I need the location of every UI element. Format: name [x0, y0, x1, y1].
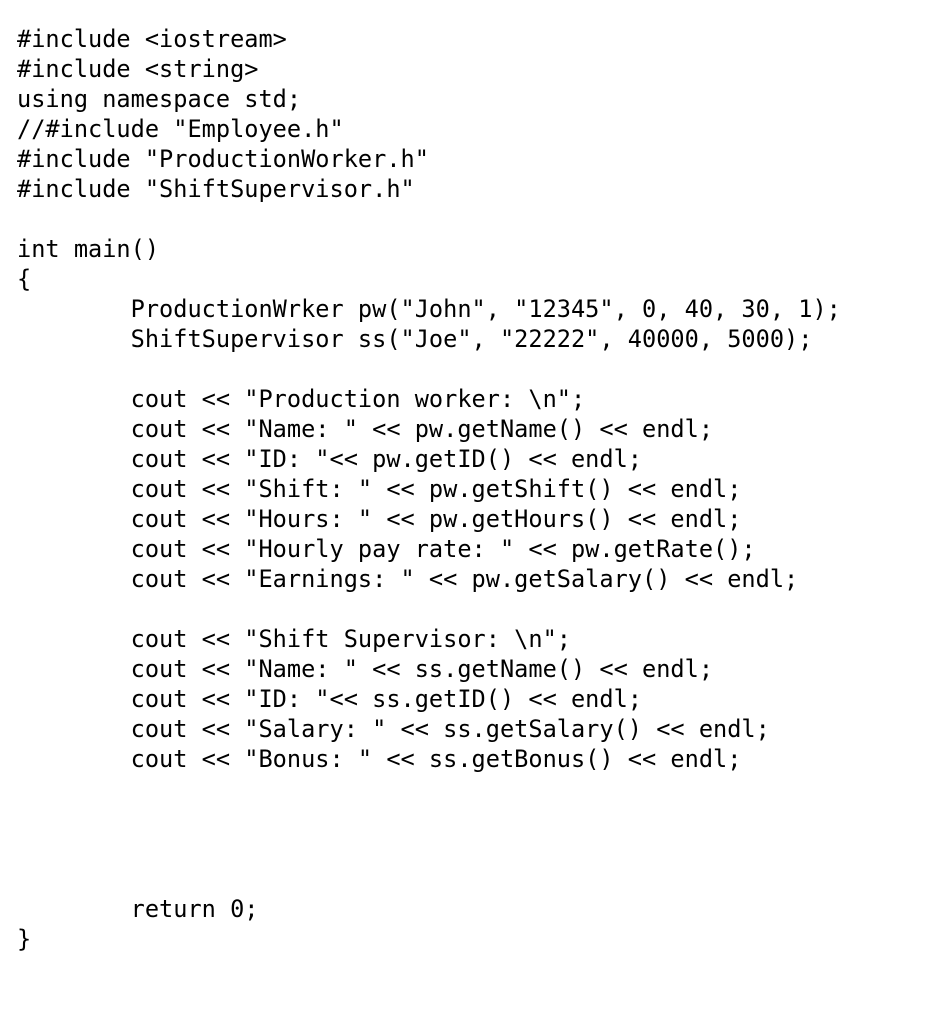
code-line: cout << "Shift: " << pw.getShift() << endl; — [17, 475, 742, 503]
code-line: cout << "Bonus: " << ss.getBonus() << endl; — [17, 745, 742, 773]
code-line: return 0; — [17, 895, 259, 923]
code-line: cout << "Hours: " << pw.getHours() << endl; — [17, 505, 742, 533]
code-line: { — [17, 265, 32, 293]
code-line: cout << "Earnings: " << pw.getSalary() << endl; — [17, 565, 799, 593]
code-line — [17, 204, 841, 234]
code-line: cout << "ID: "<< pw.getID() << endl; — [17, 445, 643, 473]
code-line — [17, 774, 841, 804]
code-line: cout << "Name: " << pw.getName() << endl; — [17, 415, 714, 443]
code-line: cout << "Production worker: \n"; — [17, 385, 586, 413]
code-line: cout << "Shift Supervisor: \n"; — [17, 625, 571, 653]
code-line: cout << "ID: "<< ss.getID() << endl; — [17, 685, 643, 713]
code-line: ShiftSupervisor ss("Joe", "22222", 40000, 5000); — [17, 325, 813, 353]
code-line — [17, 354, 841, 384]
code-line: #include <string> — [17, 55, 259, 83]
code-line: ProductionWrker pw("John", "12345", 0, 40, 30, 1); — [17, 295, 841, 323]
code-line: #include <iostream> — [17, 25, 287, 53]
code-line: #include "ShiftSupervisor.h" — [17, 175, 415, 203]
code-line — [17, 834, 841, 864]
code-line: //#include "Employee.h" — [17, 115, 344, 143]
code-line: using namespace std; — [17, 85, 302, 113]
code-line: cout << "Hourly pay rate: " << pw.getRate(); — [17, 535, 756, 563]
code-line: cout << "Salary: " << ss.getSalary() << endl; — [17, 715, 770, 743]
code-line — [17, 864, 841, 894]
code-listing — [17, 24, 841, 954]
code-line: #include "ProductionWorker.h" — [17, 145, 429, 173]
code-line: cout << "Name: " << ss.getName() << endl; — [17, 655, 714, 683]
code-line: } — [17, 925, 32, 953]
code-line — [17, 804, 841, 834]
code-line — [17, 594, 841, 624]
code-line: int main() — [17, 235, 160, 263]
